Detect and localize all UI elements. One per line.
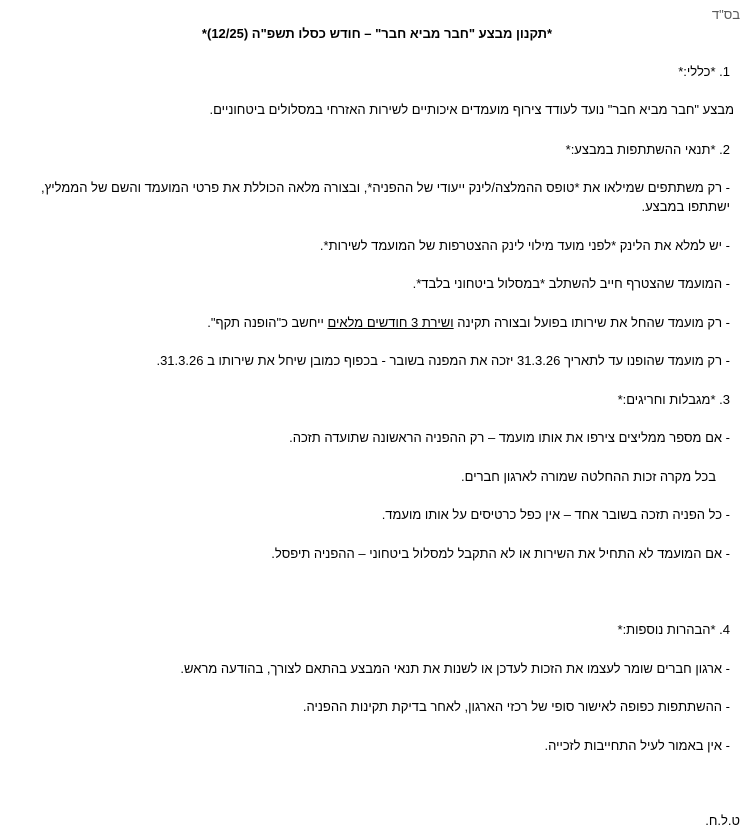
bsd-header: בס"ד	[711, 7, 740, 22]
section-2-item-4-part-2: ייחשב כ"הופנה תקף".	[207, 315, 328, 330]
section-1-text: מבצע "חבר מביא חבר" נועד לעודד צירוף מועמדים איכותיים לשירות האזרחי במסלולים ביטחוניים.	[209, 102, 734, 117]
section-4-item-3: - אין באמור לעיל התחייבות לזכייה.	[544, 738, 730, 753]
section-3-item-1: - אם מספר ממליצים צירפו את אותו מועמד – רק ההפניה הראשונה שתועדה תזכה.	[289, 430, 730, 445]
document-title: *תקנון מבצע "חבר מביא חבר" – חודש כסלו תשפ"ה (12/25)*	[201, 26, 553, 41]
section-4-heading: 4. *הבהרות נוספות:*	[617, 622, 730, 637]
section-3-heading: 3. *מגבלות וחריגים:*	[617, 392, 730, 407]
section-3-item-4: - אם המועמד לא התחיל את השירות או לא התקבל למסלול ביטחוני – ההפניה תיפסל.	[271, 546, 730, 561]
section-3-item-2: בכל מקרה זכות ההחלטה שמורה לארגון חברים.	[461, 469, 716, 484]
section-2-item-1: - רק משתתפים שמילאו את *טופס ההמלצה/לינק ייעודי של ההפניה*, ובצורה מלאה הכוללת את פרטי המועמד והשם של הממליץ, ישתתפו במבצע.	[41, 180, 730, 214]
section-2-item-2: - יש למלא את הלינק *לפני מועד מילוי לינק ההצטרפות של המועמד לשירות*.	[319, 238, 730, 253]
section-2-item-5: - רק מועמד שהופנו עד לתאריך 31.3.26 יזכה את המפנה בשובר - בכפוף כמובן שיחל את שירותו ב 31.3.26.	[156, 353, 730, 368]
section-2-heading: 2. *תנאי ההשתתפות במבצע:*	[565, 142, 730, 157]
section-4-item-2: - ההשתתפות כפופה לאישור סופי של רכזי הארגון, לאחר בדיקת תקינות ההפניה.	[302, 699, 730, 714]
section-2-item-4-underlined: ושירת 3 חודשים מלאים	[327, 315, 454, 330]
section-4-item-1: - ארגון חברים שומר לעצמו את הזכות לעדכן או לשנות את תנאי המבצע בהתאם לצורך, בהודעה מראש.	[180, 661, 730, 676]
signature-initials: ט.ל.ח.	[705, 813, 740, 828]
section-1-heading: 1. *כללי:*	[678, 64, 730, 79]
section-2-item-4	[4, 314, 730, 331]
section-3-item-3: - כל הפניה תזכה בשובר אחד – אין כפל כרטיסים על אותו מועמד.	[381, 507, 730, 522]
section-2-item-3: - המועמד שהצטרף חייב להשתלב *במסלול ביטחוני בלבד*.	[412, 276, 730, 291]
section-2-item-4-part-1: - רק מועמד שהחל את שירותו בפועל ובצורה תקינה	[453, 315, 730, 330]
